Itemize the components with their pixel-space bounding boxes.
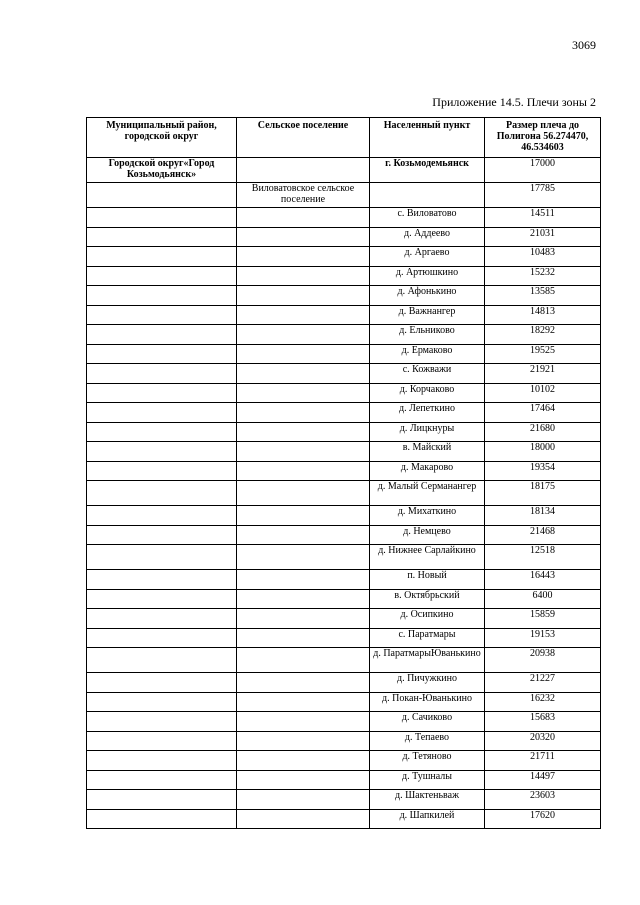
table-row bbox=[87, 628, 601, 648]
cell-locality: п. Новый bbox=[370, 570, 485, 590]
cell-district bbox=[87, 286, 237, 306]
cell-locality: д. Пичужкино bbox=[370, 673, 485, 693]
cell-district bbox=[87, 570, 237, 590]
table-row bbox=[87, 525, 601, 545]
cell-settlement bbox=[237, 247, 370, 267]
cell-settlement bbox=[237, 325, 370, 345]
cell-district bbox=[87, 403, 237, 423]
table-row bbox=[87, 790, 601, 810]
cell-district bbox=[87, 461, 237, 481]
cell-settlement bbox=[237, 809, 370, 829]
cell-district bbox=[87, 325, 237, 345]
cell-distance: 21031 bbox=[485, 227, 601, 247]
cell-locality: д. Покан-Юванькино bbox=[370, 692, 485, 712]
cell-locality: д. Тетяново bbox=[370, 751, 485, 771]
table-row bbox=[87, 208, 601, 228]
table-row bbox=[87, 247, 601, 267]
cell-district bbox=[87, 809, 237, 829]
cell-district bbox=[87, 751, 237, 771]
cell-settlement bbox=[237, 648, 370, 673]
cell-locality: д. Тепаево bbox=[370, 731, 485, 751]
cell-locality: д. Афонькино bbox=[370, 286, 485, 306]
cell-district bbox=[87, 712, 237, 732]
cell-locality: д. Немцево bbox=[370, 525, 485, 545]
cell-settlement bbox=[237, 266, 370, 286]
table-row bbox=[87, 344, 601, 364]
cell-settlement bbox=[237, 609, 370, 629]
cell-settlement bbox=[237, 208, 370, 228]
cell-district: Городской округ«Город Козьмодьянск» bbox=[87, 158, 237, 183]
header-distance: Размер плеча до Полигона 56.274470, 46.534603 bbox=[485, 118, 601, 158]
cell-locality: д. Лепеткино bbox=[370, 403, 485, 423]
cell-locality: с. Кожважи bbox=[370, 364, 485, 384]
cell-distance: 6400 bbox=[485, 589, 601, 609]
header-locality: Населенный пункт bbox=[370, 118, 485, 158]
cell-locality: д. Михаткино bbox=[370, 506, 485, 526]
cell-settlement bbox=[237, 481, 370, 506]
table-header-row bbox=[87, 118, 601, 158]
cell-locality bbox=[370, 183, 485, 208]
cell-locality: д. Осипкино bbox=[370, 609, 485, 629]
cell-locality: д. Малый Серманангер bbox=[370, 481, 485, 506]
cell-distance: 10102 bbox=[485, 383, 601, 403]
cell-settlement bbox=[237, 344, 370, 364]
cell-settlement bbox=[237, 589, 370, 609]
cell-settlement bbox=[237, 628, 370, 648]
cell-distance: 18292 bbox=[485, 325, 601, 345]
cell-district bbox=[87, 183, 237, 208]
table-row bbox=[87, 481, 601, 506]
cell-district bbox=[87, 545, 237, 570]
table-row bbox=[87, 461, 601, 481]
cell-district bbox=[87, 609, 237, 629]
table-row bbox=[87, 570, 601, 590]
cell-distance: 18134 bbox=[485, 506, 601, 526]
cell-distance: 17464 bbox=[485, 403, 601, 423]
cell-settlement bbox=[237, 692, 370, 712]
cell-settlement bbox=[237, 751, 370, 771]
table-body bbox=[87, 158, 601, 829]
cell-settlement bbox=[237, 673, 370, 693]
cell-district bbox=[87, 364, 237, 384]
cell-distance: 14511 bbox=[485, 208, 601, 228]
cell-locality: д. Корчаково bbox=[370, 383, 485, 403]
cell-district bbox=[87, 227, 237, 247]
cell-distance: 14813 bbox=[485, 305, 601, 325]
table-row bbox=[87, 266, 601, 286]
table-row bbox=[87, 325, 601, 345]
cell-locality: д. Шактеньваж bbox=[370, 790, 485, 810]
zones-table bbox=[86, 117, 601, 829]
cell-settlement bbox=[237, 227, 370, 247]
cell-settlement bbox=[237, 403, 370, 423]
table-row bbox=[87, 305, 601, 325]
cell-settlement bbox=[237, 442, 370, 462]
header-settlement: Сельское поселение bbox=[237, 118, 370, 158]
cell-locality: в. Майский bbox=[370, 442, 485, 462]
cell-settlement bbox=[237, 712, 370, 732]
table-row bbox=[87, 589, 601, 609]
cell-distance: 17785 bbox=[485, 183, 601, 208]
cell-district bbox=[87, 383, 237, 403]
cell-distance: 21921 bbox=[485, 364, 601, 384]
cell-district bbox=[87, 790, 237, 810]
table-row bbox=[87, 692, 601, 712]
cell-locality: д. Макарово bbox=[370, 461, 485, 481]
cell-locality: д. Артюшкино bbox=[370, 266, 485, 286]
cell-locality: с. Виловатово bbox=[370, 208, 485, 228]
cell-district bbox=[87, 247, 237, 267]
table-row bbox=[87, 770, 601, 790]
cell-district bbox=[87, 305, 237, 325]
cell-district bbox=[87, 589, 237, 609]
cell-distance: 23603 bbox=[485, 790, 601, 810]
cell-distance: 18000 bbox=[485, 442, 601, 462]
cell-distance: 21227 bbox=[485, 673, 601, 693]
cell-distance: 15232 bbox=[485, 266, 601, 286]
cell-locality: в. Октябрьский bbox=[370, 589, 485, 609]
cell-distance: 10483 bbox=[485, 247, 601, 267]
cell-distance: 18175 bbox=[485, 481, 601, 506]
page-number: 3069 bbox=[572, 38, 596, 52]
cell-distance: 12518 bbox=[485, 545, 601, 570]
table-row bbox=[87, 158, 601, 183]
cell-distance: 20938 bbox=[485, 648, 601, 673]
cell-locality: д. Лицкнуры bbox=[370, 422, 485, 442]
table-row bbox=[87, 751, 601, 771]
cell-district bbox=[87, 506, 237, 526]
cell-district bbox=[87, 770, 237, 790]
table-row bbox=[87, 403, 601, 423]
cell-locality: д. Тушналы bbox=[370, 770, 485, 790]
cell-distance: 15683 bbox=[485, 712, 601, 732]
table-row bbox=[87, 673, 601, 693]
appendix-title: Приложение 14.5. Плечи зоны 2 bbox=[432, 95, 596, 109]
cell-district bbox=[87, 208, 237, 228]
cell-district bbox=[87, 692, 237, 712]
cell-district bbox=[87, 525, 237, 545]
cell-locality: д. Сачиково bbox=[370, 712, 485, 732]
cell-settlement bbox=[237, 731, 370, 751]
table-row bbox=[87, 227, 601, 247]
cell-settlement bbox=[237, 305, 370, 325]
cell-settlement bbox=[237, 158, 370, 183]
cell-district bbox=[87, 266, 237, 286]
cell-distance: 17000 bbox=[485, 158, 601, 183]
cell-locality: д. Нижнее Сарлайкино bbox=[370, 545, 485, 570]
cell-locality: г. Козьмодемьянск bbox=[370, 158, 485, 183]
cell-settlement bbox=[237, 364, 370, 384]
cell-locality: с. Паратмары bbox=[370, 628, 485, 648]
cell-locality: д. Ельниково bbox=[370, 325, 485, 345]
cell-distance: 21680 bbox=[485, 422, 601, 442]
cell-distance: 19153 bbox=[485, 628, 601, 648]
cell-settlement bbox=[237, 286, 370, 306]
cell-settlement bbox=[237, 545, 370, 570]
cell-locality: д. Ермаково bbox=[370, 344, 485, 364]
cell-distance: 17620 bbox=[485, 809, 601, 829]
cell-settlement bbox=[237, 525, 370, 545]
cell-distance: 21468 bbox=[485, 525, 601, 545]
cell-distance: 21711 bbox=[485, 751, 601, 771]
cell-district bbox=[87, 731, 237, 751]
table-row bbox=[87, 809, 601, 829]
cell-district bbox=[87, 344, 237, 364]
cell-district bbox=[87, 422, 237, 442]
cell-settlement bbox=[237, 383, 370, 403]
header-district: Муниципальный район, городской округ bbox=[87, 118, 237, 158]
cell-locality: д. Аддеево bbox=[370, 227, 485, 247]
table-row bbox=[87, 442, 601, 462]
cell-district bbox=[87, 442, 237, 462]
cell-settlement bbox=[237, 570, 370, 590]
table-row bbox=[87, 383, 601, 403]
cell-distance: 13585 bbox=[485, 286, 601, 306]
cell-locality: д. Шапкилей bbox=[370, 809, 485, 829]
cell-distance: 16443 bbox=[485, 570, 601, 590]
table-row bbox=[87, 286, 601, 306]
table-row bbox=[87, 364, 601, 384]
cell-settlement: Виловатовское сельское поселение bbox=[237, 183, 370, 208]
table-row bbox=[87, 422, 601, 442]
cell-settlement bbox=[237, 461, 370, 481]
table-row bbox=[87, 545, 601, 570]
cell-settlement bbox=[237, 506, 370, 526]
cell-distance: 14497 bbox=[485, 770, 601, 790]
table-row bbox=[87, 712, 601, 732]
cell-district bbox=[87, 673, 237, 693]
table-row bbox=[87, 731, 601, 751]
cell-locality: д. Аргаево bbox=[370, 247, 485, 267]
cell-distance: 20320 bbox=[485, 731, 601, 751]
table-row bbox=[87, 609, 601, 629]
table-row bbox=[87, 183, 601, 208]
cell-locality: д. Важнангер bbox=[370, 305, 485, 325]
cell-district bbox=[87, 648, 237, 673]
cell-district bbox=[87, 628, 237, 648]
cell-distance: 15859 bbox=[485, 609, 601, 629]
cell-district bbox=[87, 481, 237, 506]
cell-settlement bbox=[237, 422, 370, 442]
cell-settlement bbox=[237, 790, 370, 810]
cell-distance: 19354 bbox=[485, 461, 601, 481]
cell-distance: 19525 bbox=[485, 344, 601, 364]
table-row bbox=[87, 506, 601, 526]
cell-distance: 16232 bbox=[485, 692, 601, 712]
cell-locality: д. ПаратмарыЮванькино bbox=[370, 648, 485, 673]
table-row bbox=[87, 648, 601, 673]
cell-settlement bbox=[237, 770, 370, 790]
